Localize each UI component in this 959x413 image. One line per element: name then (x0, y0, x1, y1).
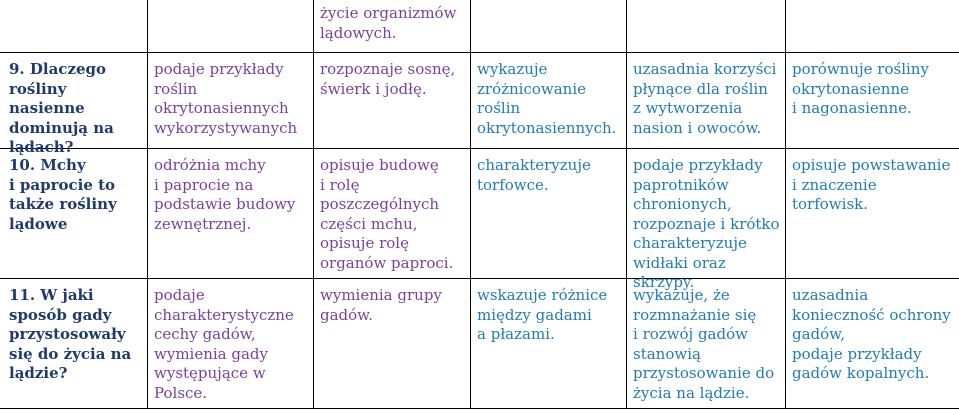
basic-req-1: podaje przykłady roślin okrytonasiennych wykorzystywanych (154, 60, 298, 137)
extended-req-1: wskazuje różnice między gadami a płazami. (477, 286, 608, 343)
basic-req-2: życie organizmów lądowych. (320, 4, 457, 42)
lesson-topic: 10. Mchy i paprocie to także rośliny lądowe (9, 156, 117, 233)
table-rule (0, 52, 959, 53)
column-divider (785, 0, 786, 409)
extended-req-3: uzasadnia konieczność ochrony gadów, podaje przykłady gadów kopalnych. (792, 286, 951, 382)
extended-req-3: opisuje powstawanie i znaczenie torfowisk. (792, 156, 951, 213)
extended-req-2: uzasadnia korzyści płynące dla roślin z wytworzenia nasion i owoców. (633, 60, 777, 137)
extended-req-2: podaje przykłady paprotników chronionych, rozpoznaje i krótko charakteryzuje widłaki oraz skrzypy. (633, 156, 780, 291)
lesson-topic (9, 4, 142, 48)
extended-req-2 (633, 4, 783, 48)
extended-req-1 (477, 4, 624, 48)
basic-req-1 (154, 4, 311, 48)
basic-req-2: wymienia grupy gadów. (320, 286, 442, 324)
extended-req-3: porównuje rośliny okrytonasienne i nagonasienne. (792, 60, 929, 117)
basic-req-1: odróżnia mchy i paprocie na podstawie budowy zewnętrznej. (154, 156, 296, 233)
basic-req-1: podaje charakterystyczne cechy gadów, wymienia gady występujące w Polsce. (154, 286, 294, 402)
table-rule (0, 148, 959, 149)
basic-req-2: rozpoznaje sosnę, świerk i jodłę. (320, 60, 456, 98)
column-divider (147, 0, 148, 409)
basic-req-2: opisuje budowę i rolę poszczególnych części mchu, opisuje rolę organów paproci. (320, 156, 454, 272)
extended-req-1: wykazuje zróżnicowanie roślin okrytonasiennych. (477, 60, 617, 137)
column-divider (626, 0, 627, 409)
column-divider (470, 0, 471, 409)
column-divider (313, 0, 314, 409)
extended-req-2: wykazuje, że rozmnażanie się i rozwój gadów stanowią przystosowanie do życia na lądzie. (633, 286, 775, 402)
lesson-topic: 9. Dlaczego rośliny nasienne dominują na lądach? (9, 60, 114, 156)
extended-req-3 (792, 4, 957, 48)
lesson-topic: 11. W jaki sposób gady przystosowały się do życia na lądzie? (9, 286, 132, 382)
table-rule (0, 278, 959, 279)
extended-req-1: charakteryzuje torfowce. (477, 156, 591, 194)
